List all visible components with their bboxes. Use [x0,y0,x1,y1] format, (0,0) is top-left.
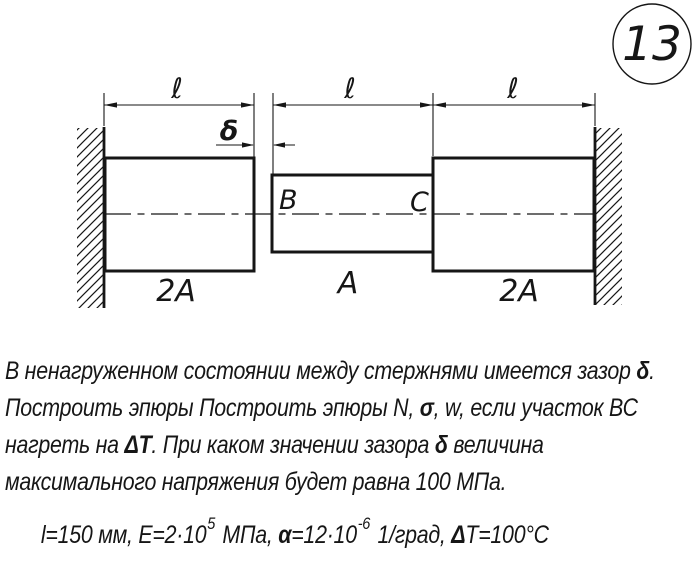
params-units: 1/град, [371,521,452,549]
dim-label-l-2: ℓ [344,72,356,105]
params-mpa: МПа, [216,521,279,549]
area-label-right: 2A [499,274,539,309]
given-parameters [5,514,696,556]
params-l-E: l=150 мм, E=2·10 [40,521,207,549]
line3-mid: . При каком значении зазора [151,431,435,459]
params-alpha-symbol: α [278,521,292,549]
params-temperature: T=100°C [465,521,549,549]
left-wall-hatch [77,128,104,308]
params-delta-symbol: Δ [451,521,466,549]
params-exponent-minus6: -6 [357,514,371,533]
gap-label-delta: δ [219,116,239,147]
line1-delta-symbol: δ [636,357,650,385]
problem-statement [5,353,696,556]
area-label-left: 2A [156,274,196,309]
params-exponent-5: 5 [207,514,216,533]
line1-period: . [649,357,655,385]
point-label-C: C [410,187,429,218]
problem-line-3 [5,427,696,464]
line4-text: максимального напряжения будет равна 100 МПа. [5,468,507,496]
line2-text: Построить эпюры Построить эпюры N, [5,394,420,422]
line3-deltaT-symbol: ΔT [124,431,152,459]
line3-delta-symbol: δ [434,431,448,459]
point-label-B: B [279,185,298,216]
dim-label-l-3: ℓ [507,72,519,105]
dimension-arrows [104,102,595,147]
problem-line-2 [5,390,696,427]
left-wall [77,127,104,308]
dim-label-l-1: ℓ [171,72,183,105]
line2-tail: , w, если участок ВС [433,394,638,422]
line1-text: В ненагруженном состоянии между стержнями имеется зазор [5,357,637,385]
line3-text: нагреть на [5,431,125,459]
params-alpha-value: =12·10 [291,521,357,549]
task-number-label: 13 [622,17,682,72]
task-number-badge [613,4,691,84]
dimension-lines [104,105,595,145]
area-label-middle: A [337,266,359,301]
problem-line-1 [5,353,696,390]
line3-tail: величина [447,431,544,459]
right-wall-hatch [595,128,622,305]
problem-line-4 [5,464,696,501]
line2-sigma-symbol: σ [419,394,434,422]
right-wall [595,127,622,305]
